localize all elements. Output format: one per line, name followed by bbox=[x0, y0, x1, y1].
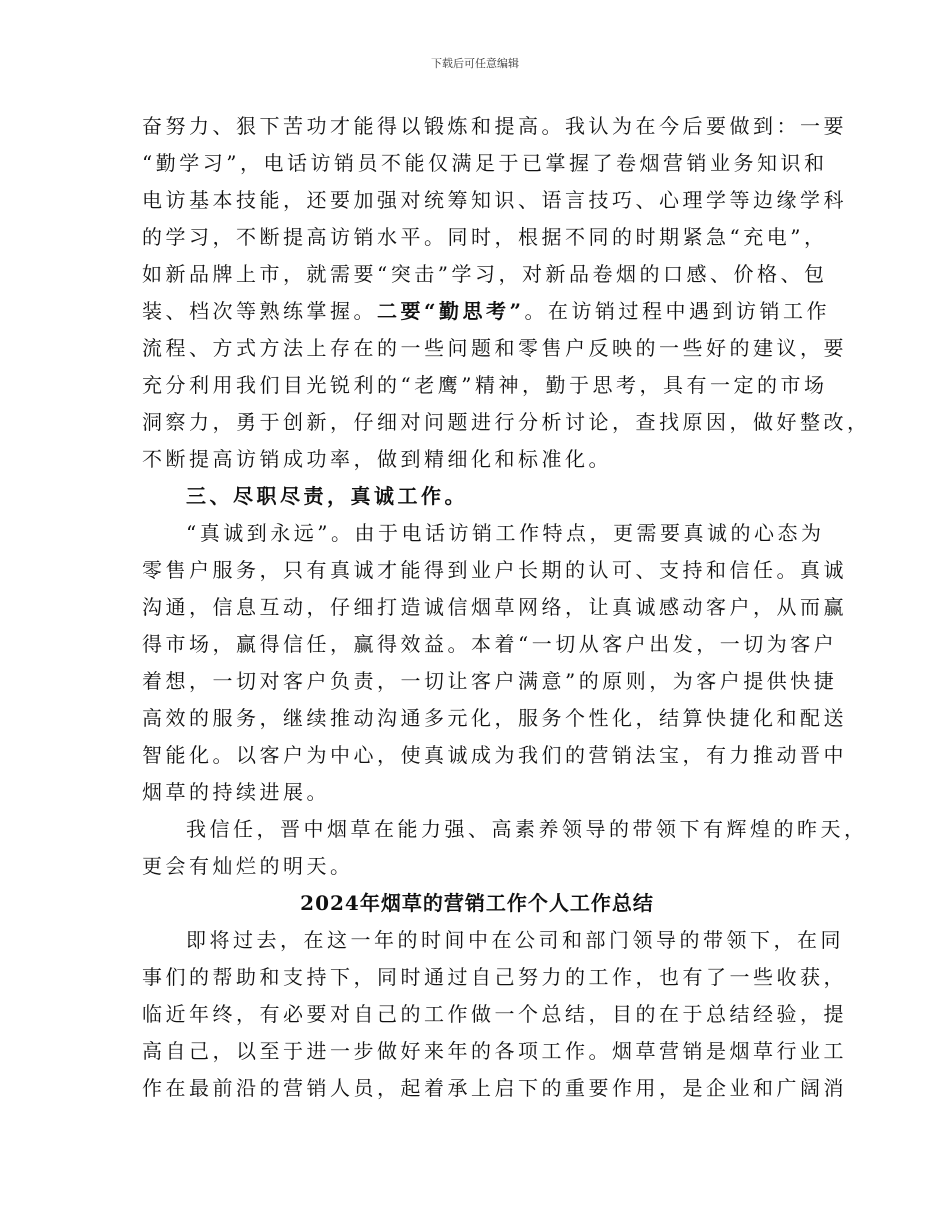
text-line: 不断提高访销成功率，做到精细化和标准化。 bbox=[142, 447, 612, 471]
document-title: 2024年烟草的营销工作个人工作总结 bbox=[300, 891, 654, 915]
text-line: 高效的服务，继续推动沟通多元化，服务个性化，结算快捷化和配送 bbox=[142, 706, 847, 730]
text-run: 装、档次等熟练掌握。 bbox=[142, 299, 377, 323]
text-line: 即将过去，在这一年的时间中在公司和部门领导的带领下，在同 bbox=[186, 928, 844, 952]
text-line: “勤学习”，电话访销员不能仅满足于已掌握了卷烟营销业务知识和 bbox=[142, 151, 828, 175]
text-line: 我信任，晋中烟草在能力强、高素养领导的带领下有辉煌的昨天， bbox=[186, 817, 868, 841]
text-line: 高自己，以至于进一步做好来年的各项工作。烟草营销是烟草行业工 bbox=[142, 1039, 847, 1063]
text-line: “真诚到永远”。由于电话访销工作特点，更需要真诚的心态为 bbox=[186, 521, 825, 545]
text-run: 。在访销过程中遇到访销工作 bbox=[524, 299, 831, 323]
text-line bbox=[142, 293, 832, 330]
text-line: 充分利用我们目光锐利的“老鹰”精神，勤于思考，具有一定的市场 bbox=[142, 373, 828, 397]
bold-phrase: 二要“勤思考” bbox=[377, 299, 525, 323]
text-line: 洞察力，勇于创新，仔细对问题进行分析讨论，查找原因，做好整改， bbox=[142, 410, 871, 434]
text-line: 智能化。以客户为中心，使真诚成为我们的营销法宝，有力推动晋中 bbox=[142, 743, 847, 767]
text-line: 事们的帮助和支持下，同时通过自己努力的工作，也有了一些收获， bbox=[142, 965, 847, 989]
text-line: 作在最前沿的营销人员，起着承上启下的重要作用，是企业和广阔消 bbox=[142, 1076, 847, 1100]
document-body bbox=[142, 108, 871, 1107]
text-line: 沟通，信息互动，仔细打造诚信烟草网络，让真诚感动客户，从而赢 bbox=[142, 595, 847, 619]
text-line: 零售户服务，只有真诚才能得到业户长期的认可、支持和信任。真诚 bbox=[142, 558, 847, 582]
text-line: 流程、方式方法上存在的一些问题和零售户反映的一些好的建议，要 bbox=[142, 336, 847, 360]
text-line: 更会有灿烂的明天。 bbox=[142, 854, 354, 878]
page-header: 下载后可任意编辑 bbox=[431, 57, 519, 70]
text-line: 临近年终，有必要对自己的工作做一个总结，目的在于总结经验，提 bbox=[142, 1002, 847, 1026]
text-line: 得市场，赢得信任，赢得效益。本着“一切从客户出发，一切为客户 bbox=[142, 632, 838, 656]
text-line: 的学习，不断提高访销水平。同时，根据不同的时期紧急“充电”， bbox=[142, 225, 828, 249]
text-line: 电访基本技能，还要加强对统筹知识、语言技巧、心理学等边缘学科 bbox=[142, 188, 847, 212]
text-line: 烟草的持续进展。 bbox=[142, 780, 330, 804]
text-line: 着想，一切对客户负责，一切让客户满意”的原则，为客户提供快捷 bbox=[142, 669, 838, 693]
text-line: 如新品牌上市，就需要“突击”学习，对新品卷烟的口感、价格、包 bbox=[142, 262, 828, 286]
text-line: 奋努力、狠下苦功才能得以锻炼和提高。我认为在今后要做到：一要 bbox=[142, 114, 847, 138]
section-heading: 三、尽职尽责，真诚工作。 bbox=[186, 484, 468, 508]
